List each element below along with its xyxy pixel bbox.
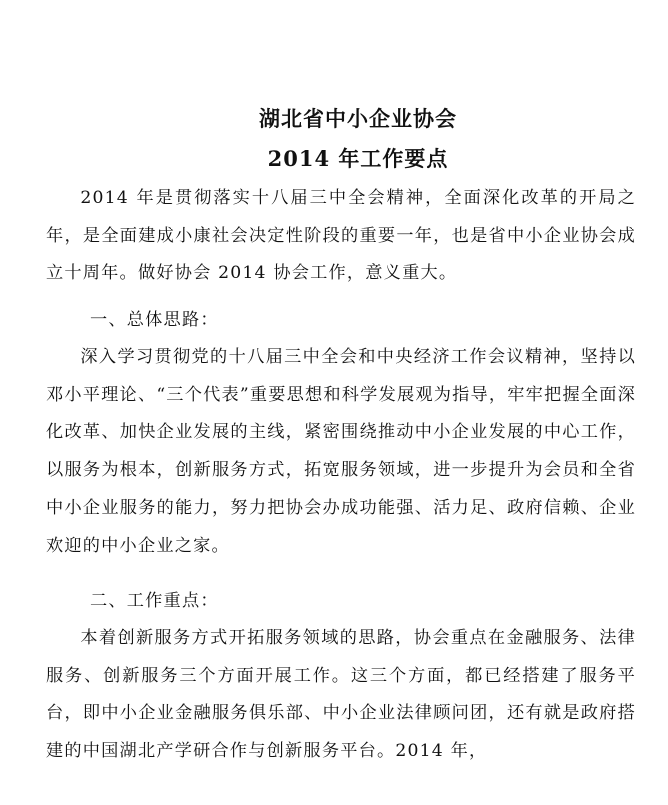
section-heading-overall-approach: 一、总体思路： <box>90 310 219 330</box>
document-title-organization: 湖北省中小企业协会 <box>259 106 457 131</box>
overall-approach-paragraph: 深入学习贯彻党的十八届三中全会和中央经济工作会议精神，坚持以邓小平理论、“三个代表”重要思想和科学发展观为指导，牢牢把握全面深化改革、加快企业发展的主线，紧密围绕推动中小企业发展的中心工作，以服务为根本，创新服务方式，拓宽服务领域，进一步提升为会员和全省中小企业服务的能力，努力把协会办成功能强、活力足、政府信赖、企业欢迎的中小企业之家。 <box>46 347 636 556</box>
intro-paragraph: 2014 年是贯彻落实十八届三中全会精神，全面深化改革的开局之年，是全面建成小康社会决定性阶段的重要一年，也是省中小企业协会成立十周年。做好协会 2014 协会工作，意义重大。 <box>46 188 636 284</box>
section-heading-work-priorities: 二、工作重点： <box>90 591 219 611</box>
work-priorities-paragraph: 本着创新服务方式开拓服务领域的思路，协会重点在金融服务、法律服务、创新服务三个方面开展工作。这三个方面，都已经搭建了服务平台，即中小企业金融服务俱乐部、中小企业法律顾问团，还有就是政府搭建的中国湖北产学研合作与创新服务平台。2014 年， <box>46 628 636 762</box>
document-title-subject: 2014 年工作要点 <box>267 146 449 171</box>
